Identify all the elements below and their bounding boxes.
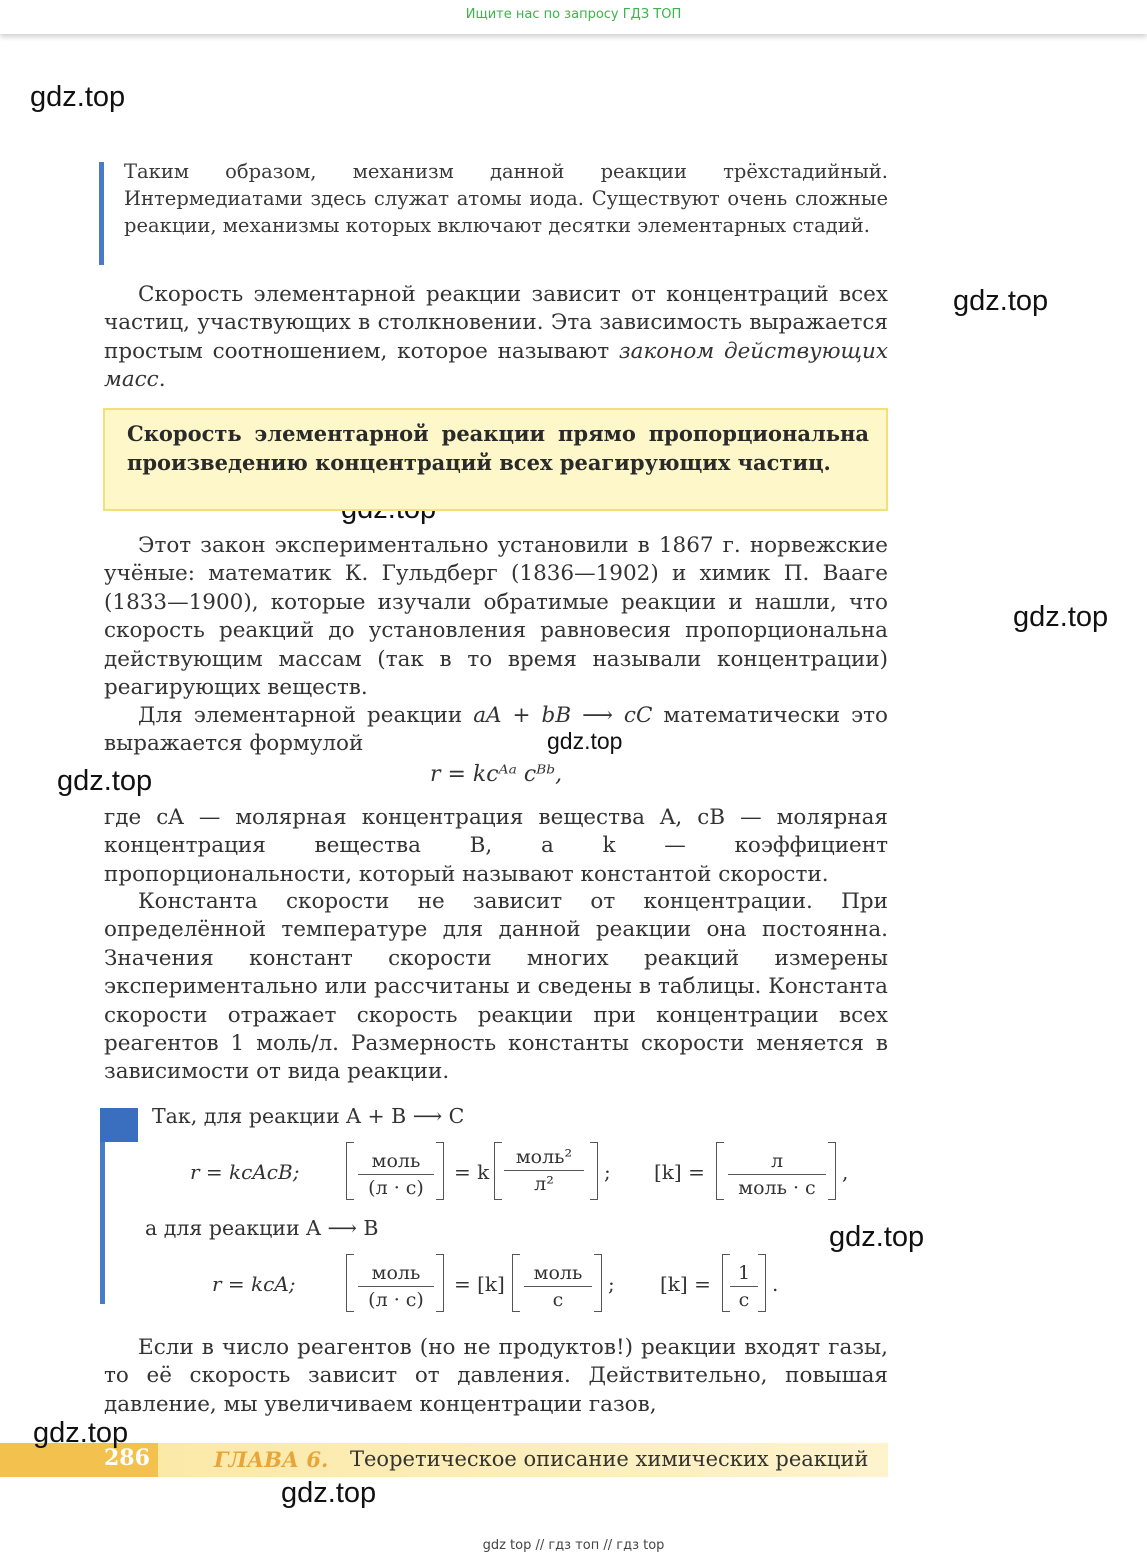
equals-k: = k (454, 1160, 490, 1184)
example-marker (100, 1108, 138, 1142)
note-text: Таким образом, механизм данной реакции трёхстадийный. Интермедиатами здесь служат атомы иода. Существуют очень сложные реакции, механизмы которых включают десятки элементарных стадий. (124, 160, 888, 237)
paragraph: Этот закон экспериментально установили в 1867 г. норвежские учёные: математик К. Гульдберг (1836—1902) и химик П. Вааге (1833—1900), которые изучали обратимые реакции и нашли, что скорость реакций до установления равновесия пропорциональна действующим массам (так в то время называли концентрации) реагирующих веществ. (104, 533, 888, 701)
bracket-right (590, 1142, 598, 1200)
semicolon: ; (608, 1272, 615, 1296)
equals-k-bracket: = [k] (454, 1272, 505, 1296)
fraction: 1 с (730, 1262, 758, 1311)
top-banner (0, 0, 1147, 34)
watermark: gdz.top (33, 1417, 129, 1449)
paragraph: Для элементарной реакции aA + bB ⟶ cC математически это выражается формулой (104, 703, 888, 757)
bracket-left (512, 1254, 520, 1312)
chapter-footer (158, 1443, 888, 1477)
example-line-1: Так, для реакции A + B ⟶ C (152, 1104, 465, 1128)
watermark: gdz.top (57, 765, 153, 797)
comma: , (842, 1160, 849, 1184)
rate-law-formula: r = kcᴬᵃ cᴮᵇ, (430, 762, 563, 787)
bracket-left (716, 1142, 724, 1200)
watermark: gdz.top (829, 1221, 925, 1253)
period: . (772, 1272, 779, 1296)
bracket-left (494, 1142, 502, 1200)
bracket-right (594, 1254, 602, 1312)
bracket-right (436, 1254, 444, 1312)
bracket-right (828, 1142, 836, 1200)
paragraph: Константа скорости не зависит от концентрации. При определённой температуре для данной реакции она постоянна. Значения констант скорости многих реакций измерены экспериментально или рассчитаны и сведены в таблицы. Константа скорости отражает скорость реакции при концентрации всех реагентов 1 моль/л. Размерность константы скорости меняется в зависимости от вида реакции. (104, 889, 888, 1085)
rule-box (103, 408, 888, 511)
bracket-right (758, 1254, 766, 1312)
top-banner-text: Ищите нас по запросу ГДЗ ТОП (465, 7, 682, 22)
bracket-left (722, 1254, 730, 1312)
bracket-left (346, 1254, 354, 1312)
watermark: gdz.top (953, 285, 1049, 317)
rule-text: Скорость элементарной реакции прямо пропорциональна произведению концентраций всех реагирующих частиц. (127, 421, 869, 475)
example-line-2: а для реакции A ⟶ B (145, 1216, 379, 1240)
fraction: моль (л · с) (358, 1262, 434, 1311)
fraction: моль (л · с) (358, 1150, 434, 1199)
equation-1-lhs: r = kcAcB; (190, 1160, 300, 1184)
term: законом действующих масс (104, 338, 888, 393)
watermark: gdz.top (281, 1477, 377, 1509)
paragraph: Если в число реагентов (но не продуктов!) реакции входят газы, то её скорость зависит от давления. Действительно, повышая давление, мы увеличиваем концентрации газов, (104, 1335, 888, 1417)
bracket-left (346, 1142, 354, 1200)
chapter-title: Теоретическое описание химических реакций (350, 1447, 869, 1471)
fraction: моль² л² (504, 1146, 584, 1195)
watermark: gdz.top (547, 728, 623, 754)
watermark: gdz.top (30, 81, 126, 113)
semicolon: ; (604, 1160, 611, 1184)
k-units-label: [k] = (654, 1160, 705, 1184)
note-accent-bar (99, 162, 104, 265)
bracket-right (436, 1142, 444, 1200)
page-number: 286 (104, 1445, 150, 1471)
chapter-label: ГЛАВА 6. (214, 1447, 329, 1472)
watermark: gdz.top (1013, 601, 1109, 633)
k-units-label: [k] = (660, 1272, 711, 1296)
bottom-links[interactable]: gdz top // гдз топ // гдз top (482, 1538, 665, 1553)
paragraph: где cA — молярная концентрация вещества A, cB — молярная концентрация вещества B, а k — коэффициент пропорциональности, который называют константой скорости. (104, 805, 888, 887)
fraction: л моль · с (728, 1150, 826, 1199)
paragraph: Скорость элементарной реакции зависит от концентраций всех частиц, участвующих в столкновении. Эта зависимость выражается простым соотношением, которое называют законом действующих масс. (104, 282, 888, 393)
equation-2-lhs: r = kcA; (212, 1272, 296, 1296)
fraction: моль с (524, 1262, 592, 1311)
